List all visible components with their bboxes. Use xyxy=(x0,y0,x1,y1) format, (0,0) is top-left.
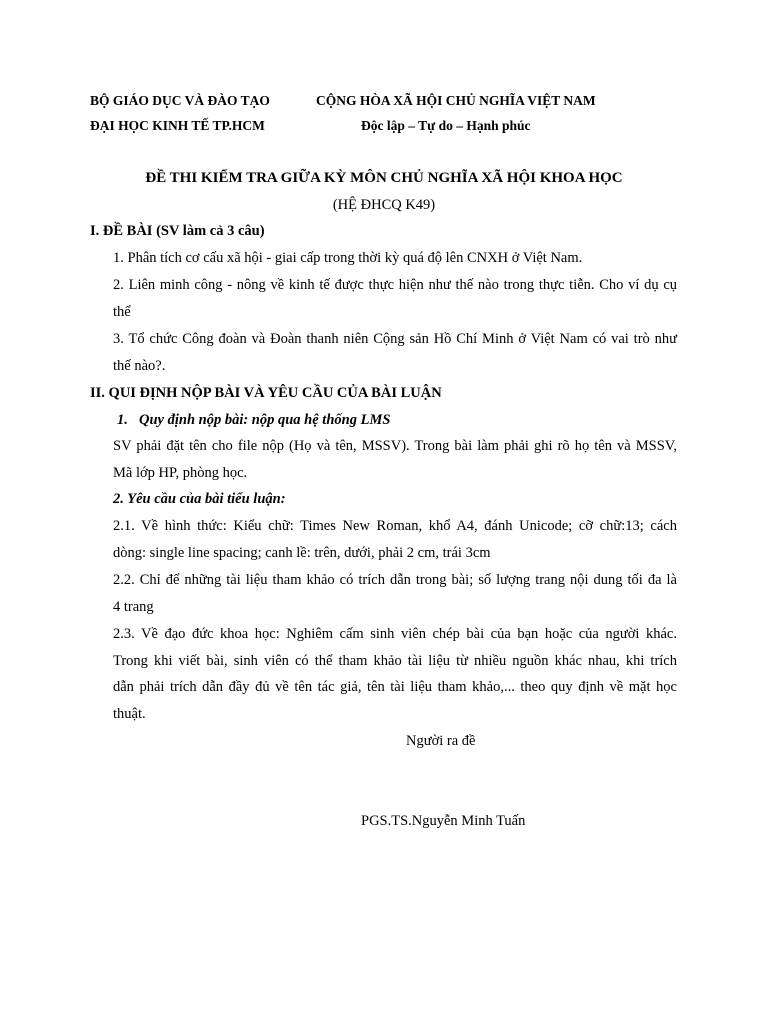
subsection-1-title: Quy định nộp bài: nộp qua hệ thống LMS xyxy=(139,412,391,428)
section-2-heading: II. QUI ĐỊNH NỘP BÀI VÀ YÊU CẦU CỦA BÀI LUẬN xyxy=(90,385,442,401)
requirement-2-2-line-1: 2.2. Chỉ để những tài liệu tham khảo có trích dẫn trong bài; số lượng trang nội dung tối đa là xyxy=(113,572,677,588)
national-motto: Độc lập – Tự do – Hạnh phúc xyxy=(361,118,531,133)
requirement-2-2-line-2: 4 trang xyxy=(113,599,154,615)
question-3-line-1: 3. Tổ chức Công đoàn và Đoàn thanh niên Cộng sản Hồ Chí Minh ở Việt Nam có vai trò như xyxy=(113,331,677,347)
country-name: CỘNG HÒA XÃ HỘI CHỦ NGHĨA VIỆT NAM xyxy=(316,93,596,108)
requirement-2-3-line-4: thuật. xyxy=(113,706,146,722)
requirement-2-3-line-3: dẫn phải trích dẫn đầy đủ về tên tác giả, tên tài liệu tham khảo,... theo quy định về mặt học xyxy=(113,679,677,695)
requirement-2-3-line-2: Trong khi viết bài, sinh viên có thể tham khảo tài liệu từ nhiều nguồn khác nhau, khi trích xyxy=(113,653,677,669)
signer-name: PGS.TS.Nguyễn Minh Tuấn xyxy=(361,813,526,829)
subsection-2-title: 2. Yêu cầu của bài tiểu luận: xyxy=(113,491,286,507)
requirement-2-3-line-1: 2.3. Về đạo đức khoa học: Nghiêm cấm sinh viên chép bài của bạn hoặc của người khác. xyxy=(113,626,677,642)
requirement-2-1-line-1: 2.1. Về hình thức: Kiểu chữ: Times New Roman, khổ A4, đánh Unicode; cỡ chữ:13; cách xyxy=(113,518,677,534)
question-2-line-1: 2. Liên minh công - nông về kinh tế được thực hiện như thế nào trong thực tiễn. Cho ví dụ cụ xyxy=(113,277,677,293)
submission-rule-line-1: SV phải đặt tên cho file nộp (Họ và tên, MSSV). Trong bài làm phải ghi rõ họ tên và MSSV, xyxy=(113,438,677,454)
ministry-name: BỘ GIÁO DỤC VÀ ĐÀO TẠO xyxy=(90,93,270,108)
exam-title: ĐỀ THI KIỂM TRA GIỮA KỲ MÔN CHỦ NGHĨA XÃ HỘI KHOA HỌC xyxy=(145,170,623,186)
section-1-heading: I. ĐỀ BÀI (SV làm cả 3 câu) xyxy=(90,223,265,239)
exam-subtitle: (HỆ ĐHCQ K49) xyxy=(332,197,436,213)
signature-label: Người ra đề xyxy=(406,733,476,749)
question-2-line-2: thể xyxy=(113,304,131,320)
requirement-2-1-line-2: dòng: single line spacing; canh lề: trên, dưới, phải 2 cm, trái 3cm xyxy=(113,545,491,561)
subsection-1-number: 1. xyxy=(117,412,128,428)
submission-rule-line-2: Mã lớp HP, phòng học. xyxy=(113,465,248,481)
question-1: 1. Phân tích cơ cấu xã hội - giai cấp trong thời kỳ quá độ lên CNXH ở Việt Nam. xyxy=(113,250,583,266)
university-name: ĐẠI HỌC KINH TẾ TP.HCM xyxy=(90,118,265,133)
question-3-line-2: thế nào?. xyxy=(113,358,166,374)
